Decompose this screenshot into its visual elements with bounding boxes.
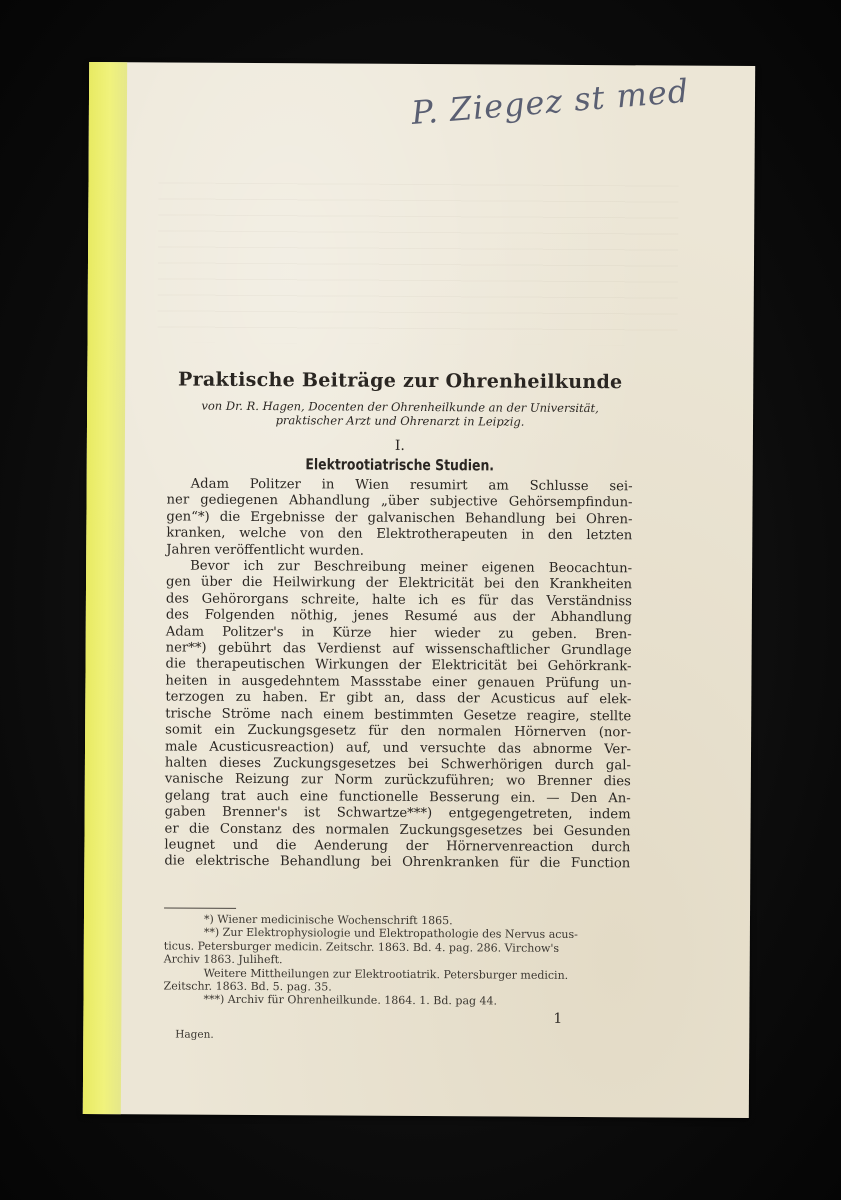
text-line: ner gediegenen Abhandlung „über subjective Gehörsempfindun-	[166, 492, 633, 511]
text-line: heiten in ausgedehntem Massstabe einer genauen Prüfung un-	[165, 673, 632, 692]
text-line: Bevor ich zur Beschreibung meiner eigenen Beocachtun-	[190, 558, 633, 577]
paragraph-1	[166, 476, 632, 561]
handwritten-note: P. Ziegez st med	[409, 71, 691, 133]
text-line: die therapeutischen Wirkungen der Elektricität bei Gehörkrank-	[165, 656, 632, 675]
section-number: I.	[394, 437, 405, 454]
text-line: vanische Reizung zur Norm zurückzuführen; wo Brenner dies	[164, 771, 631, 790]
footnote-line: Zeitschr. 1863. Bd. 5. pag. 35.	[163, 979, 332, 994]
footnotes	[163, 907, 634, 1009]
text-line: gaben Brenner's ist Schwartze***) entgegengetreten, indem	[164, 804, 631, 823]
text-line: er die Constanz des normalen Zuckungsgesetzes bei Gesunden	[164, 820, 631, 839]
footnote-line: Archiv 1863. Juliheft.	[163, 952, 283, 967]
text-line: gen“*) die Ergebnisse der galvanischen Behandlung bei Ohren-	[166, 509, 633, 528]
footnote-line: ticus. Petersburger medicin. Zeitschr. 1863. Bd. 4. pag. 286. Virchow's	[163, 939, 560, 955]
text-line: halten dieses Zuckungsgesetzes bei Schwerhörigen durch gal-	[164, 755, 631, 774]
text-line: trische Ströme nach einem bestimmten Gesetze reagire, stellte	[165, 706, 632, 724]
text-line: ner**) gebührt das Verdienst auf wissenschaftlicher Grundlage	[165, 640, 632, 659]
text-line: gelang trat auch eine functionelle Besserung ein. — Den An-	[164, 788, 631, 807]
byline-line: praktischer Arzt und Ohrenarzt in Leipzig.	[275, 413, 525, 429]
text-line: leugnet und die Aenderung der Hörnervenreaction durch	[164, 837, 631, 856]
text-line: gen über die Heilwirkung der Elektricität bei den Krankheiten	[165, 574, 633, 593]
paragraph-2	[164, 558, 632, 873]
footnote-line: ***) Archiv für Ohrenheilkunde. 1864. 1. Bd. pag 44.	[203, 993, 498, 1008]
article-body	[164, 368, 633, 873]
page-number: 1	[553, 1010, 563, 1027]
text-line: male Acusticusreaction) auf, und versuchte das abnorme Ver-	[164, 738, 632, 757]
byline-line: von Dr. R. Hagen, Docenten der Ohrenheilkunde an der Universität,	[201, 398, 599, 416]
footnote-line: **) Zur Elektrophysiologie und Elektropathologie des Nervus acus-	[203, 926, 578, 942]
yellow-binding-strip	[83, 62, 127, 1114]
text-line: Jahren veröffentlicht wurden.	[166, 542, 365, 559]
text-line: kranken, welche von den Elektrotherapeuten in den letzten	[166, 525, 633, 544]
bleed-through-texture	[158, 182, 679, 345]
footnote-line: *) Wiener medicinische Wochenschrift 1865.	[203, 912, 453, 928]
footnote-line: Weitere Mittheilungen zur Elektrootiatrik. Petersburger medicin.	[203, 966, 569, 982]
footnote-rule	[164, 907, 236, 908]
printer-signature: Hagen.	[175, 1028, 214, 1041]
section-title: Elektrootiatrische Studien.	[305, 455, 495, 475]
author-byline	[157, 398, 643, 429]
text-line: Adam Politzer in Wien resumirt am Schlusse sei-	[190, 476, 633, 495]
text-line: terzogen zu haben. Er gibt an, dass der Acusticus auf elek-	[165, 689, 632, 708]
text-line: somit ein Zuckungsgesetz für den normalen Hörnerven (nor-	[165, 722, 632, 741]
text-line: Adam Politzer's in Kürze hier wieder zu geben. Bren-	[165, 624, 632, 642]
article-title: Praktische Beiträge zur Ohrenheilkunde	[177, 368, 623, 394]
text-line: des Folgenden nöthig, jenes Resumé aus der Abhandlung	[165, 607, 632, 626]
document-page	[83, 62, 755, 1118]
text-line: die elektrische Behandlung bei Ohrenkranken für die Function	[164, 853, 631, 872]
text-line: des Gehörorgans schreite, halte ich es für das Verständniss	[165, 591, 632, 610]
